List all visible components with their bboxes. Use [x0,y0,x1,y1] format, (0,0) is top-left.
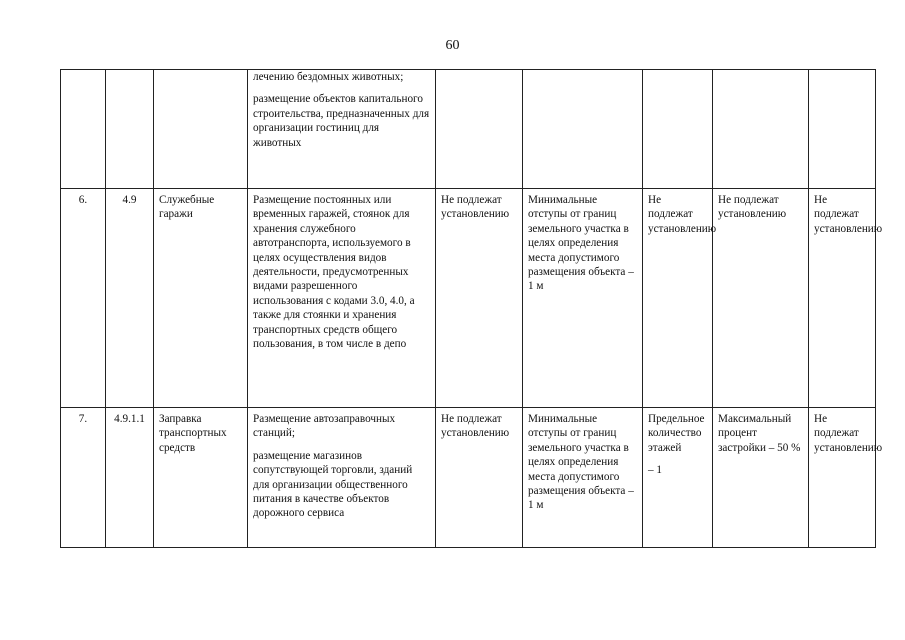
table-row [61,70,876,189]
setback-cell [523,70,643,189]
coverage-cell: Максимальный процент застройки – 50 % [713,408,809,548]
code-cell: 4.9.1.1 [106,408,154,548]
setback-cell: Минимальные отступы от границ земельного участка в целях определения места допустимого размещения объекта – 1 м [523,189,643,408]
setback-cell: Минимальные отступы от границ земельного участка в целях определения места допустимого размещения объекта – 1 м [523,408,643,548]
code-cell: 4.9 [106,189,154,408]
page-number: 60 [445,38,460,53]
floors-cell [643,189,717,408]
code-cell [106,70,154,189]
description-paragraph: Размещение постоянных или временных гаражей, стоянок для хранения служебного автотранспорта, используемого в целях осуществления видов деятельности, предусмотренных видами разрешенного использования с кодами 3.0, 4.0, а также для стоянки и хранения транспортных средств общего пользования, в том числе в депо [253,194,415,351]
table-row [61,189,876,408]
floors-paragraph: – 1 [648,464,662,477]
other-cell [809,70,876,189]
description-cell [248,189,436,408]
coverage-cell: Не подлежат установлению [713,189,809,408]
description-paragraph: размещение магазинов сопутствующей торговли, зданий для организации общественного питания в качестве объектов дорожного сервиса [253,449,413,520]
min-max-size-cell: Не подлежат установлению [436,408,523,548]
row-number-cell: 7. [61,408,106,548]
min-max-size-cell [436,70,523,189]
other-cell: Не подлежат установлению [809,189,876,408]
min-max-size-cell: Не подлежат установлению [436,189,523,408]
other-cell: Не подлежат установлению [809,408,876,548]
regulations-table [60,69,883,548]
description-paragraph: размещение объектов капитального строительства, предназначенных для организации гостиниц для животных [253,93,430,149]
name-cell: Служебные гаражи [154,189,248,408]
description-paragraph: Размещение автозаправочных станций; [253,413,396,440]
name-cell: Заправка транспортных средств [154,408,248,548]
name-cell [154,70,248,189]
description-cell [248,408,436,548]
description-paragraph: лечению бездомных животных; [253,71,404,83]
coverage-cell [713,70,809,189]
floors-paragraph: Предельное количество этажей [648,413,705,454]
floors-cell [643,408,713,548]
row-number-cell: 6. [61,189,106,408]
description-cell [248,70,436,189]
table-row [61,408,876,548]
floors-cell [643,70,713,189]
floors-paragraph: Не подлежат установлению [648,194,717,235]
row-number-cell [61,70,106,189]
